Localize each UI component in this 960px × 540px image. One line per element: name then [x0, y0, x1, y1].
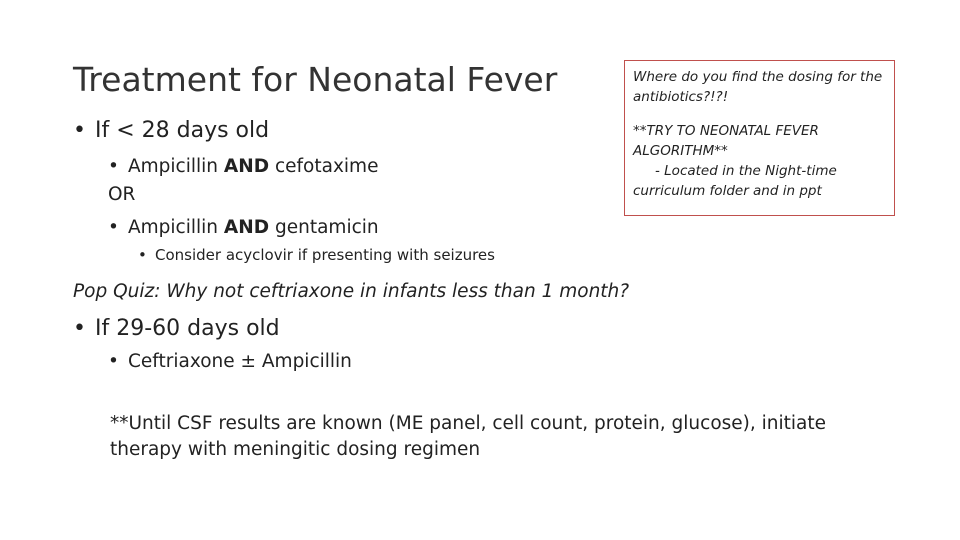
or-label: [108, 184, 135, 205]
drug-ampicillin: Ampicillin: [128, 217, 219, 238]
and-label: AND: [223, 217, 270, 238]
callout-location-1: - Located in the Night-time: [655, 163, 837, 179]
age-29-60-label: If 29-60 days old: [95, 316, 280, 341]
bullet-option-1: [108, 156, 378, 177]
dosing-callout-box: [624, 60, 895, 216]
bullet-marker: •: [108, 351, 119, 372]
bullet-marker: •: [73, 316, 86, 341]
and-label: AND: [223, 156, 270, 177]
drug-cefotaxime: cefotaxime: [274, 156, 379, 177]
csf-note: **Until CSF results are known (ME panel, cell count, protein, glucose), initiate therapy with meningitic dosing regimen: [110, 413, 827, 460]
bullet-ceftriaxone: [108, 351, 352, 372]
bullet-acyclovir: [138, 246, 495, 264]
drug-ampicillin: Ampicillin: [128, 156, 219, 177]
under-28-label: If < 28 days old: [95, 118, 270, 143]
drug-gentamicin: gentamicin: [274, 217, 379, 238]
callout-algorithm: **TRY TO NEONATAL FEVER ALGORITHM**: [633, 123, 819, 159]
bullet-marker: •: [138, 246, 147, 264]
callout-location-2: curriculum folder and in ppt: [633, 183, 822, 199]
bullet-marker: •: [108, 156, 119, 177]
bullet-option-2: [108, 217, 379, 238]
slide-title: Treatment for Neonatal Fever: [73, 60, 558, 99]
pop-quiz: Pop Quiz: Why not ceftriaxone in infants less than 1 month?: [73, 281, 630, 302]
or-text: OR: [108, 184, 136, 205]
ceftriaxone-regimen: Ceftriaxone ± Ampicillin: [128, 351, 352, 372]
bullet-marker: •: [108, 217, 119, 238]
callout-question: Where do you find the dosing for the antibiotics?!?!: [633, 69, 883, 105]
bullet-29-60-days: [73, 316, 280, 341]
acyclovir-note: Consider acyclovir if presenting with seizures: [155, 246, 495, 264]
bullet-under-28-days: [73, 118, 269, 143]
bullet-marker: •: [73, 118, 86, 143]
